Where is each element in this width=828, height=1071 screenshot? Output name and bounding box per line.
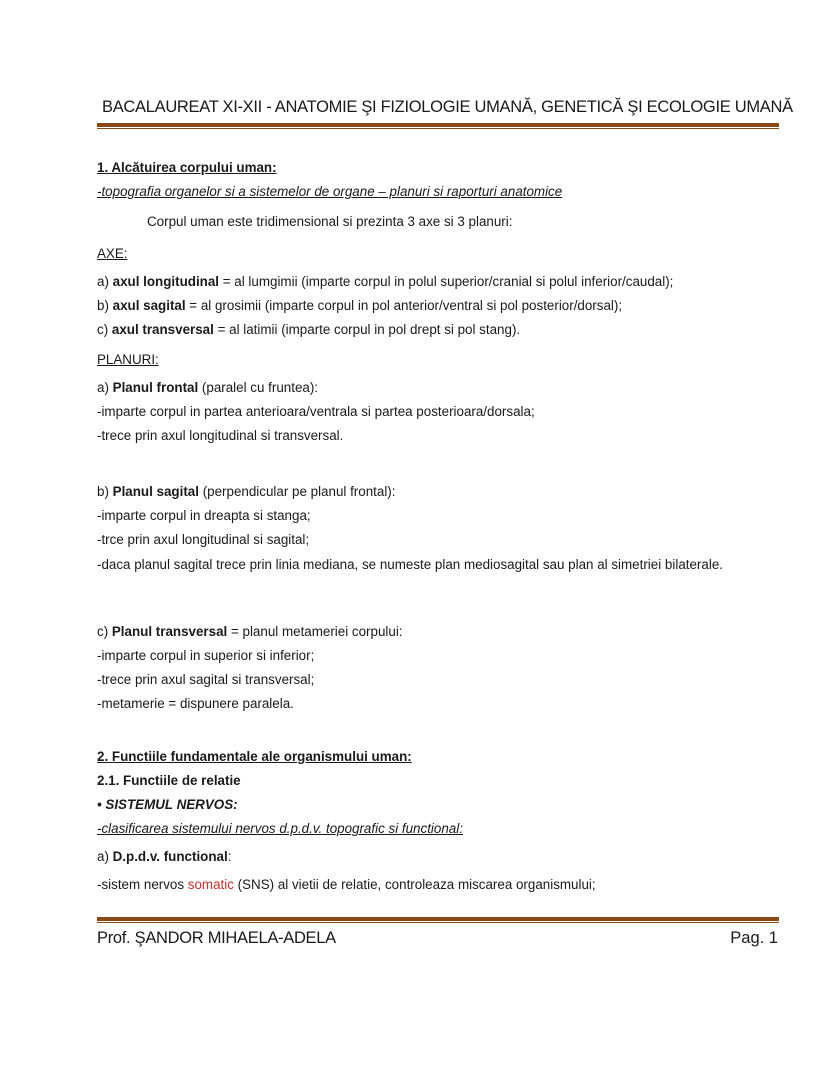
- section-2-heading: 2. Functiile fundamentale ale organismului uman:: [97, 749, 412, 764]
- footer-rule: [97, 917, 779, 923]
- header-rule: [97, 123, 779, 129]
- section-1-heading: 1. Alcătuirea corpului uman:: [97, 160, 277, 175]
- plane-heading: b) Planul sagital (perpendicular pe planul frontal):: [97, 484, 396, 499]
- nervous-system-heading: • SISTEMUL NERVOS:: [97, 797, 238, 812]
- plane-line: -imparte corpul in dreapta si stanga;: [97, 508, 311, 523]
- plane-line: -trece prin axul sagital si transversal;: [97, 672, 315, 687]
- footer-author: Prof. ŞANDOR MIHAELA-ADELA: [97, 929, 336, 947]
- section-1-subheading: -topografia organelor si a sistemelor de organe – planuri si raporturi anatomice: [97, 184, 563, 199]
- page-number: Pag. 1: [730, 929, 778, 947]
- plane-line: -trece prin axul longitudinal si transversal.: [97, 428, 344, 443]
- plane-line: -metamerie = dispunere paralela.: [97, 696, 294, 711]
- plane-heading: a) Planul frontal (paralel cu fruntea):: [97, 380, 319, 395]
- axis-item: b) axul sagital = al grosimii (imparte corpul in pol anterior/ventral si pol posterior/dorsal);: [97, 298, 623, 313]
- functional-heading: a) D.p.d.v. functional:: [97, 849, 232, 864]
- plane-line: -imparte corpul in partea anterioara/ventrala si partea posterioara/dorsala;: [97, 404, 535, 419]
- plane-line: -trce prin axul longitudinal si sagital;: [97, 532, 310, 547]
- axis-item: c) axul transversal = al latimii (imparte corpul in pol drept si pol stang).: [97, 322, 521, 337]
- section-2-1-heading: 2.1. Functiile de relatie: [97, 773, 241, 788]
- plane-heading: c) Planul transversal = planul metameriei corpului:: [97, 624, 403, 639]
- classification-subheading: -clasificarea sistemului nervos d.p.d.v. topografic si functional:: [97, 821, 463, 836]
- somatic-line: -sistem nervos somatic (SNS) al vietii de relatie, controleaza miscarea organismului;: [97, 877, 596, 892]
- plane-paragraph: -daca planul sagital trece prin linia mediana, se numeste plan mediosagital sau plan al simetriei bilaterale.: [97, 557, 723, 572]
- planes-label: PLANURI:: [97, 352, 159, 367]
- axis-item: a) axul longitudinal = al lumgimii (imparte corpul in polul superior/cranial si polul inferior/caudal);: [97, 274, 674, 289]
- plane-line: -imparte corpul in superior si inferior;: [97, 648, 315, 663]
- highlighted-term: somatic: [187, 877, 234, 892]
- page-header-title: BACALAUREAT XI-XII - ANATOMIE ŞI FIZIOLOGIE UMANĂ, GENETICĂ ŞI ECOLOGIE UMANĂ: [102, 98, 793, 116]
- intro-text: Corpul uman este tridimensional si prezinta 3 axe si 3 planuri:: [147, 214, 513, 229]
- axes-label: AXE:: [97, 246, 128, 261]
